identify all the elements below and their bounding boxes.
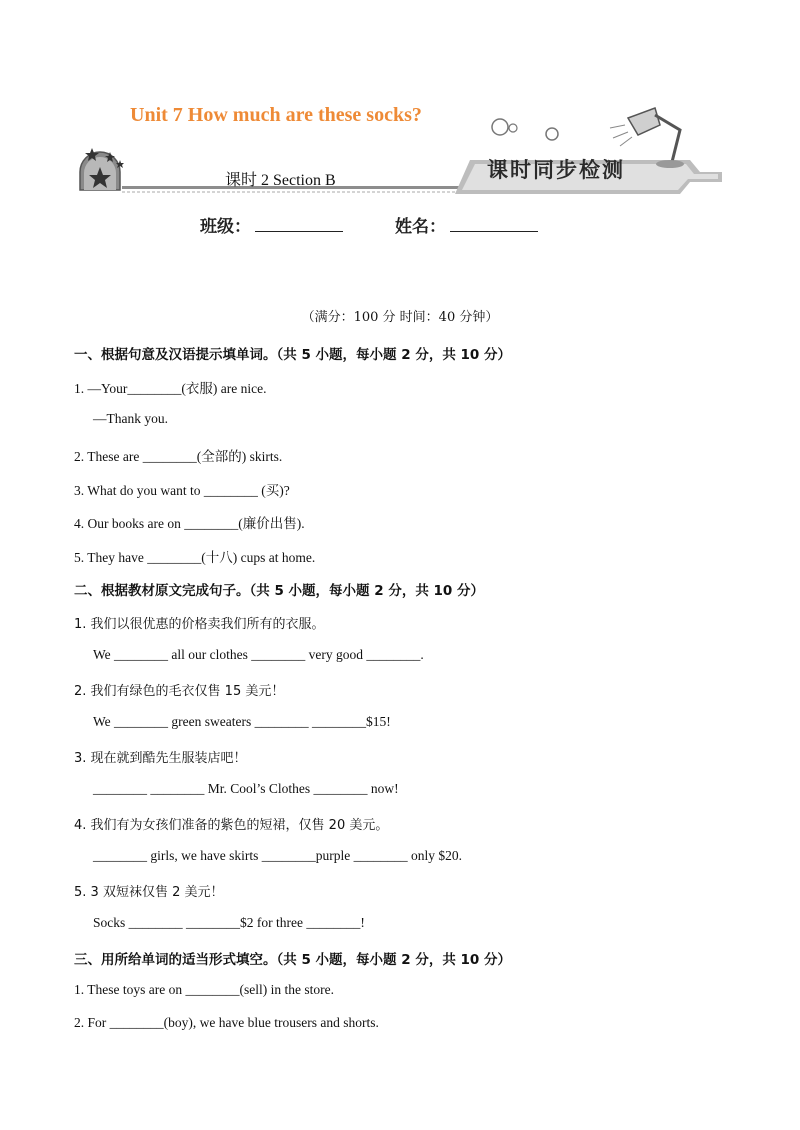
unit-title: Unit 7 How much are these socks? xyxy=(130,104,422,126)
section-1-question: —Thank you. xyxy=(93,411,168,426)
section-2-prompt: 5. 3 双短袜仅售 2 美元！ xyxy=(74,885,224,900)
section-1-heading: 一、根据句意及汉语提示填单词。（共 5 小题，每小题 2 分，共 10 分） xyxy=(74,347,512,363)
star-badge-icon xyxy=(80,148,124,190)
section-3-heading: 三、用所给单词的适当形式填空。（共 5 小题，每小题 2 分，共 10 分） xyxy=(74,952,512,968)
section-1-question: 4. Our books are on ________(廉价出售). xyxy=(74,516,305,531)
name-field xyxy=(395,212,538,237)
class-field xyxy=(200,212,343,237)
name-blank[interactable] xyxy=(450,230,538,232)
section-2-prompt: 1. 我们以很优惠的价格卖我们所有的衣服。 xyxy=(74,617,325,632)
lesson-title: 课时 2 Section B xyxy=(225,172,336,189)
class-blank[interactable] xyxy=(255,230,343,232)
score-info: （满分：100 分 时间：40 分钟） xyxy=(301,310,499,325)
section-2-answer-line: We ________ green sweaters ________ ________$15! xyxy=(93,714,391,729)
section-3-question: 1. These toys are on ________(sell) in the store. xyxy=(74,982,334,997)
class-label: 班级： xyxy=(200,217,251,237)
badge-text: 课时同步检测 xyxy=(487,158,625,182)
section-2-answer-line: Socks ________ ________$2 for three ________! xyxy=(93,915,365,930)
section-1-question: 1. —Your________(衣服) are nice. xyxy=(74,381,267,396)
section-2-prompt: 3. 现在就到酷先生服装店吧！ xyxy=(74,751,247,766)
section-2-answer-line: ________ girls, we have skirts ________purple ________ only $20. xyxy=(93,848,462,863)
section-2-answer-line: ________ ________ Mr. Cool’s Clothes ________ now! xyxy=(93,781,399,796)
section-2-answer-line: We ________ all our clothes ________ very good ________. xyxy=(93,647,424,662)
section-1-question: 3. What do you want to ________ (买)? xyxy=(74,483,290,498)
section-2-prompt: 4. 我们有为女孩们准备的紫色的短裙，仅售 20 美元。 xyxy=(74,818,389,833)
section-1-question: 2. These are ________(全部的) skirts. xyxy=(74,449,283,464)
section-2-heading: 二、根据教材原文完成句子。（共 5 小题，每小题 2 分，共 10 分） xyxy=(74,583,485,599)
name-label: 姓名： xyxy=(395,217,446,237)
section-2-prompt: 2. 我们有绿色的毛衣仅售 15 美元！ xyxy=(74,684,285,699)
section-3-question: 2. For ________(boy), we have blue trousers and shorts. xyxy=(74,1015,379,1030)
section-1-question: 5. They have ________(十八) cups at home. xyxy=(74,550,316,565)
